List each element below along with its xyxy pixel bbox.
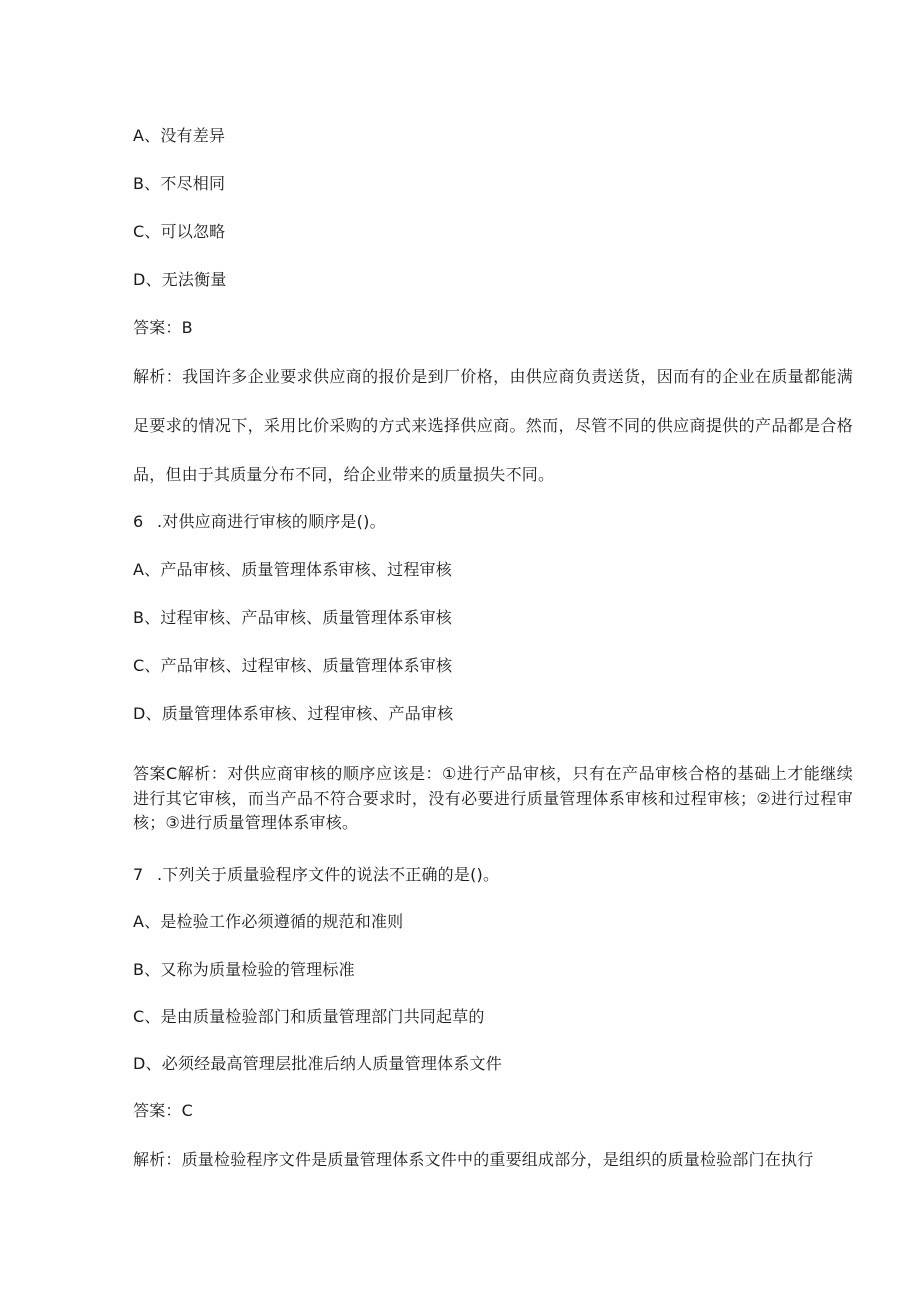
option-b: B、过程审核、产品审核、质量管理体系审核 [133, 608, 452, 627]
question-text: .对供应商进行审核的顺序是()。 [157, 512, 386, 531]
analysis-paragraph: 解析：我国许多企业要求供应商的报价是到厂价格，由供应商负责送货，因而有的企业在质量都能满足要求的情况下，采用比价采购的方式来选择供应商。然而，尽管不同的供应商提供的产品都是合格品，但由于其质量分布不同，给企业带来的质量损失不同。 [133, 367, 853, 484]
option-a: A、产品审核、质量管理体系审核、过程审核 [133, 560, 452, 579]
option-c: C、产品审核、过程审核、质量管理体系审核 [133, 656, 453, 675]
option-a: A、没有差异 [133, 126, 226, 145]
option-b: B、又称为质量检验的管理标准 [133, 960, 355, 979]
option-c: C、可以忽略 [133, 222, 226, 241]
answer-line: 答案：C [133, 1101, 193, 1120]
question-number: 6 [133, 512, 144, 531]
option-d: D、必须经最高管理层批准后纳人质量管理体系文件 [133, 1054, 502, 1073]
question-stem [133, 512, 386, 532]
question-stem [133, 865, 499, 885]
option-c: C、是由质量检验部门和质量管理部门共同起草的 [133, 1007, 485, 1026]
option-d: D、质量管理体系审核、过程审核、产品审核 [133, 704, 454, 723]
analysis-line: 解析：质量检验程序文件是质量管理体系文件中的重要组成部分，是组织的质量检验部门在执行 [133, 1150, 814, 1169]
question-text: .下列关于质量验程序文件的说法不正确的是()。 [157, 865, 500, 884]
question-number: 7 [133, 865, 144, 884]
answer-line: 答案：B [133, 318, 193, 337]
answer-analysis-paragraph: 答案C解析：对供应商审核的顺序应该是：①进行产品审核，只有在产品审核合格的基础上才能继续进行其它审核，而当产品不符合要求时，没有必要进行质量管理体系审核和过程审核；②进行过程审核；③进行质量管理体系审核。 [133, 764, 853, 832]
option-d: D、无法衡量 [133, 270, 227, 289]
option-b: B、不尽相同 [133, 174, 226, 193]
option-a: A、是检验工作必须遵循的规范和准则 [133, 912, 404, 931]
